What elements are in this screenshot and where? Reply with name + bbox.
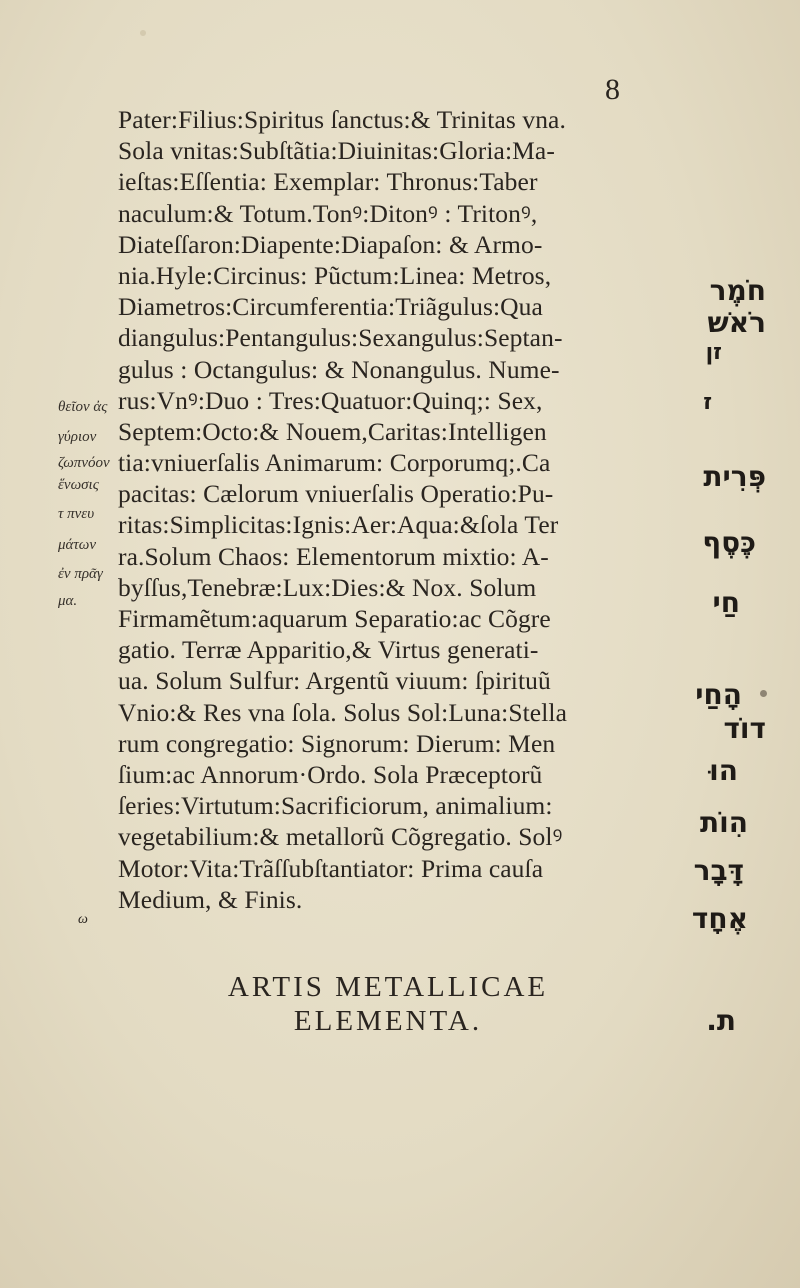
text-line: Medium, & Finis. [118, 884, 303, 914]
hebrew-gloss: הוּ [709, 754, 738, 787]
greek-gloss: ἐν πρᾶγ [58, 566, 103, 582]
text-line: Diateſſaron:Diapente:Diapaſon: & Armo- [118, 229, 543, 259]
text-line: ritas:Simplicitas:Ignis:Aer:Aqua:&ſola Ter [118, 510, 559, 540]
greek-gloss: μάτων [58, 537, 97, 553]
page-number: 8 [605, 73, 620, 106]
text-line: ieſtas:Eſſentia: Exemplar: Thronus:Taber [118, 167, 538, 197]
text-line: rus:Vnꝰ:Duo : Tres:Quatuor:Quinq;: Sex, [118, 385, 543, 415]
hebrew-gloss: חֹמֶר [709, 274, 766, 307]
hebrew-gloss: ת. [706, 1004, 736, 1037]
greek-gloss: τ πνευ [58, 506, 95, 522]
text-line: ſium:ac Annorum·Ordo. Sola Præceptorũ [118, 759, 543, 789]
text-line: Firmamẽtum:aquarum Separatio:ac Cõgre [118, 604, 551, 633]
text-line: naculum:& Totum.Tonꝰ:Ditonꝰ : Tritonꝰ, [118, 198, 538, 228]
hebrew-gloss: פְּרִית [703, 460, 766, 493]
hebrew-gloss: הִוֹת [700, 806, 748, 839]
text-line: tia:vniuerſalis Animarum: Corporumq;.Ca [118, 448, 551, 478]
text-line: Vnio:& Res vna ſola. Solus Sol:Luna:Stella [118, 697, 568, 727]
text-line: diangulus:Pentangulus:Sexangulus:Septan- [118, 323, 563, 353]
hebrew-gloss: ז [703, 390, 712, 415]
text-line: ua. Solum Sulfur: Argentũ viuum: ſpirituũ [118, 666, 551, 696]
text-line: nia.Hyle:Circinus: Pũctum:Linea: Metros, [118, 260, 552, 290]
main-text-block [118, 104, 648, 915]
text-line: rum congregatio: Signorum: Dierum: Men [118, 728, 556, 758]
greek-gloss: θεῖον ἀς [58, 399, 108, 415]
text-line: Sola vnitas:Subſtãtia:Diuinitas:Gloria:Ma- [118, 136, 555, 166]
hebrew-gloss: אֶחָד [691, 902, 748, 935]
greek-gloss: ζωπνόον [58, 455, 110, 471]
text-line: gatio. Terræ Apparitio,& Virtus generati- [118, 635, 539, 665]
text-line: Septem:Octo:& Nouem,Caritas:Intelligen [118, 416, 547, 446]
hebrew-gloss: רֹאשׁ [707, 306, 766, 339]
hebrew-gloss: הָחַי [695, 678, 742, 711]
hebrew-gloss: זן [705, 340, 722, 365]
marginal-mark: ω [78, 912, 88, 927]
hebrew-gloss: דוֹד [723, 712, 766, 745]
text-line: pacitas: Cælorum vniuerſalis Operatio:Pu- [118, 479, 554, 509]
text-line: Motor:Vita:Trãſſubſtantiator: Prima cauſa [118, 853, 544, 883]
hebrew-gloss: כֶּסֶף [702, 526, 756, 559]
ink-stain [760, 690, 767, 697]
section-heading-line-1: ARTIS METALLICAE [227, 971, 549, 1003]
greek-gloss: γύριον [58, 429, 97, 445]
text-line: Pater:Filius:Spiritus ſanctus:& Trinitas vna. [118, 105, 566, 134]
hebrew-gloss: חַי [712, 586, 740, 619]
text-line: byſſus,Tenebræ:Lux:Dies:& Nox. Solum [118, 572, 537, 602]
text-line: ra.Solum Chaos: Elementorum mixtio: A- [118, 541, 549, 571]
section-heading-line-2: ELEMENTA. [293, 1005, 483, 1037]
text-line: Diametros:Circumferentia:Triãgulus:Qua [118, 292, 543, 322]
text-line: gulus : Octangulus: & Nonangulus. Nume- [118, 354, 560, 384]
hebrew-gloss: דָּבָר [693, 854, 744, 887]
greek-gloss: ἕνωσις [58, 477, 99, 493]
greek-gloss: μα. [58, 593, 78, 609]
text-line: vegetabilium:& metallorũ Cõgregatio. Solꝰ [118, 822, 563, 852]
text-line: ſeries:Virtutum:Sacrificiorum, animalium: [118, 791, 553, 821]
ink-stain [140, 30, 146, 36]
